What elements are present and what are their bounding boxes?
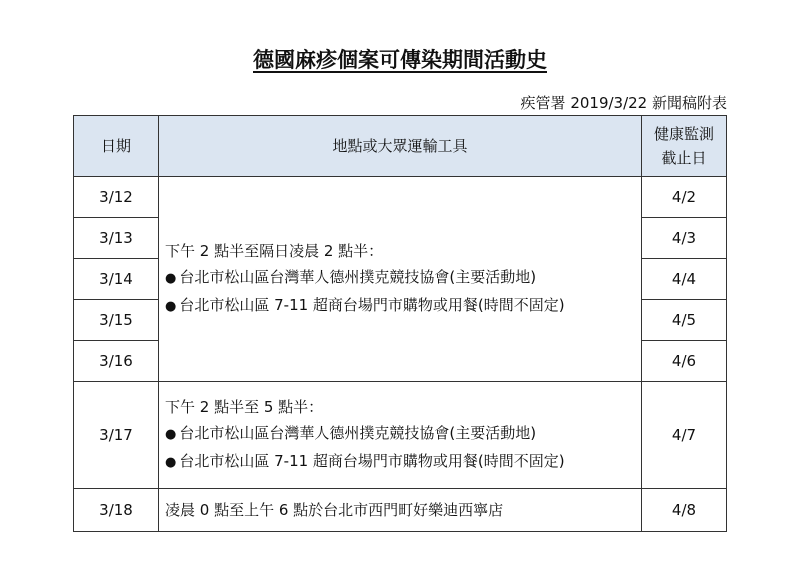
end-date-cell: 4/4 [642, 259, 727, 300]
activity-table [73, 115, 727, 532]
date-cell: 3/14 [74, 259, 159, 300]
location-item: ● 台北市松山區 7-11 超商台場門市購物或用餐(時間不固定) [165, 448, 635, 476]
header-monitor-end: 健康監測 截止日 [642, 116, 727, 177]
date-cell: 3/18 [74, 489, 159, 532]
date-cell: 3/17 [74, 382, 159, 489]
location-item: ● 台北市松山區台灣華人德州撲克競技協會(主要活動地) [165, 420, 635, 448]
location-cell [159, 177, 642, 382]
date-cell: 3/13 [74, 218, 159, 259]
header-location: 地點或大眾運輸工具 [159, 116, 642, 177]
location-item: ● 台北市松山區 7-11 超商台場門市購物或用餐(時間不固定) [165, 292, 635, 320]
date-cell: 3/12 [74, 177, 159, 218]
date-cell: 3/15 [74, 300, 159, 341]
date-cell: 3/16 [74, 341, 159, 382]
time-range: 下午 2 點半至 5 點半： [165, 398, 324, 416]
table-header-row [74, 116, 727, 177]
header-date: 日期 [74, 116, 159, 177]
table-row [74, 382, 727, 489]
table-row [74, 177, 727, 218]
end-date-cell: 4/7 [642, 382, 727, 489]
location-cell: 凌晨 0 點至上午 6 點於台北市西門町好樂迪西寧店 [159, 489, 642, 532]
end-date-cell: 4/2 [642, 177, 727, 218]
end-date-cell: 4/3 [642, 218, 727, 259]
end-date-cell: 4/5 [642, 300, 727, 341]
location-item: ● 台北市松山區台灣華人德州撲克競技協會(主要活動地) [165, 264, 635, 292]
location-cell [159, 382, 642, 489]
time-range: 下午 2 點半至隔日凌晨 2 點半： [165, 242, 384, 260]
page-title: 德國麻疹個案可傳染期間活動史 [253, 48, 547, 72]
table-row [74, 489, 727, 532]
end-date-cell: 4/8 [642, 489, 727, 532]
end-date-cell: 4/6 [642, 341, 727, 382]
source-note: 疾管署 2019/3/22 新聞稿附表 [520, 94, 727, 112]
